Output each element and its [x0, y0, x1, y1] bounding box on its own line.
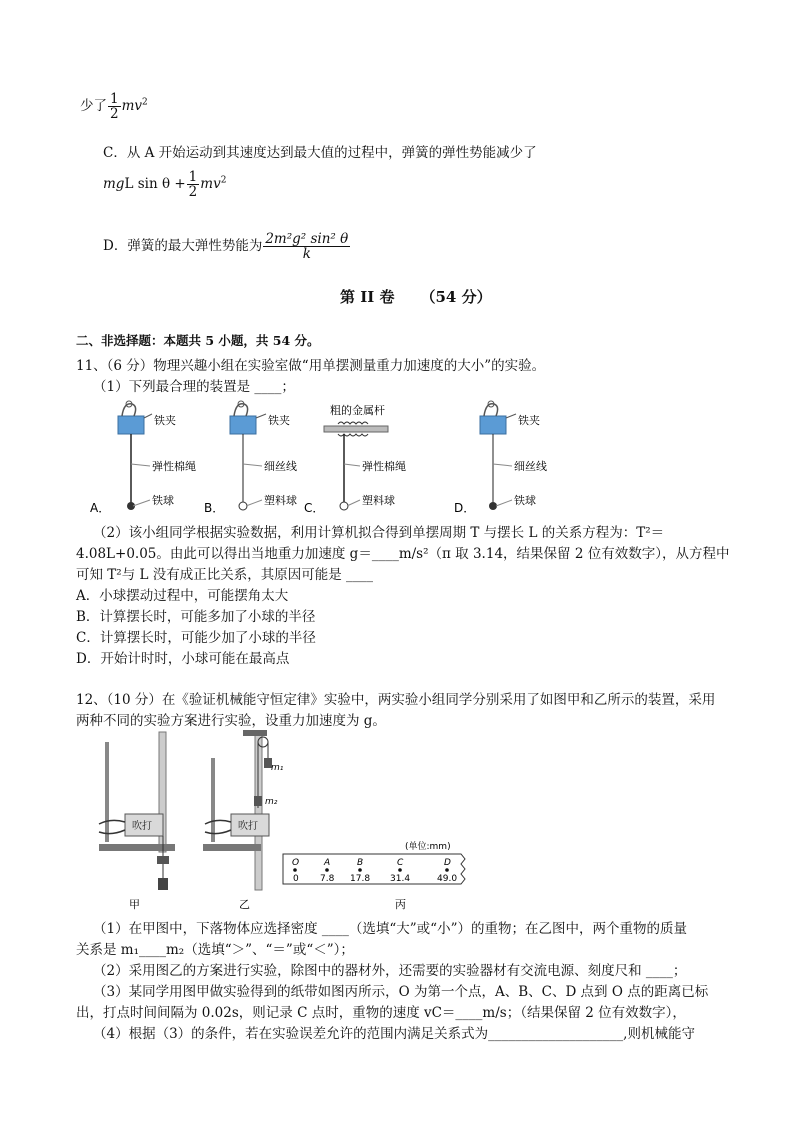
apparatus-b-top-label: 铁夹 [268, 414, 290, 427]
q10-b-tail: mv [121, 98, 143, 115]
tape-value-b: 17.8 [350, 874, 371, 884]
q11-option-c: C．计算摆长时，可能少加了小球的半径 [76, 630, 316, 646]
apparatus-b-letter: B． [204, 501, 225, 515]
tape-value-d: 49.0 [437, 874, 458, 884]
apparatus-d-top-label: 铁夹 [518, 414, 540, 427]
tape-label-c: C [397, 858, 404, 868]
apparatus-a-letter: A． [90, 501, 111, 515]
q11-part2-line1: （2）该小组同学根据实验数据，利用计算机拟合得到单摆周期 T 与摆长 L 的关系方程为：T²＝ [93, 525, 665, 541]
apparatus-d-ball-label: 铁球 [514, 494, 536, 507]
q10-c-fraction: $\frac{1}{2}$ [188, 169, 198, 201]
q10-b-prefix: 少了 [80, 98, 107, 115]
q11-part2-line3: 可知 T²与 L 没有成正比关系，其原因可能是 ____ [76, 567, 374, 583]
apparatus-c-ball-label: 塑料球 [362, 494, 395, 507]
figure-bing [283, 840, 465, 884]
tape-point-a [325, 868, 329, 872]
q12-part4: （4）根据（3）的条件，若在实验误差允许的范围内满足关系式为____________________,则机械能守 [93, 1026, 695, 1042]
tape-point-b [358, 868, 362, 872]
q12-part1-line2: 关系是 m₁____m₂（选填“＞”、“＝”或“＜”）； [76, 942, 354, 958]
q10-d-fraction: $\frac{\text{2m²g² sin² θ}}{k}$ [265, 231, 349, 263]
q12-stem-line2: 两种不同的实验方案进行实验，设重力加速度为 g。 [76, 713, 386, 729]
q10-option-b-continuation: 少了 $\frac{1}{2}$ $mv^2$ [80, 91, 148, 123]
apparatus-a [118, 401, 152, 510]
q10-option-c: C．从 A 开始运动到其速度达到最大值的过程中，弹簧的弹性势能减少了 [103, 145, 537, 161]
tape-point-o [293, 868, 297, 872]
tape-label-a: A [324, 858, 331, 868]
apparatus-d-letter: D． [454, 501, 476, 515]
tape-unit: (单位:mm) [405, 842, 451, 852]
section-heading: 二、非选择题：本题共 5 小题，共 54 分。 [76, 333, 320, 348]
q12-part3-line2: 出，打点时间间隔为 0.02s，则记录 C 点时，重物的速度 vC＝____m/s；（结果保留 2 位有效数字）， [76, 1005, 686, 1021]
apparatus-d-string-label: 细丝线 [514, 460, 547, 473]
apparatus-b [230, 401, 266, 510]
q12-part1-line1: （1）在甲图中，下落物体应选择密度 ____（选填“大”或“小”）的重物；在乙图中，两个重物的质量 [93, 921, 687, 937]
apparatus-d [480, 401, 516, 510]
q11-apparatus-figure [88, 396, 558, 518]
apparatus-c-string-label: 弹性棉绳 [362, 460, 406, 473]
tape-label-b: B [357, 858, 364, 868]
tape-label-o: O [292, 858, 300, 868]
figure-label-jia: 甲 [129, 898, 140, 911]
tape-label-d: D [444, 858, 451, 868]
tape-value-o: 0 [293, 874, 299, 884]
apparatus-a-top-label: 铁夹 [154, 414, 176, 427]
figure-label-yi: 乙 [239, 898, 250, 911]
timer-jia-label: 吹打 [132, 821, 152, 832]
q11-part2-line2: 4.08L+0.05。由此可以得出当地重力加速度 g＝____m/s²（π 取 3.14，结果保留 2 位有效数字），从方程中 [76, 546, 730, 562]
apparatus-a-ball-label: 铁球 [152, 494, 174, 507]
apparatus-c-top-label: 粗的金属杆 [330, 404, 385, 417]
section-title: 第 II 卷 （54 分） [340, 288, 492, 306]
apparatus-a-string-label: 弹性棉绳 [152, 460, 196, 473]
q12-stem-line1: 12、（10 分）在《验证机械能守恒定律》实验中，两实验小组同学分别采用了如图甲和乙所示的装置，采用 [76, 692, 716, 708]
q12-part3-line1: （3）某同学用图甲做实验得到的纸带如图丙所示，O 为第一个点，A、B、C、D 点到 O 点的距离已标 [93, 984, 709, 1000]
q11-stem: 11、（6 分）物理兴趣小组在实验室做“用单摆测量重力加速度的大小”的实验。 [76, 358, 546, 374]
q11-option-b: B．计算摆长时，可能多加了小球的半径 [76, 609, 316, 625]
apparatus-c-letter: C． [304, 501, 325, 515]
tape-value-a: 7.8 [320, 874, 335, 884]
apparatus-b-ball-label: 塑料球 [264, 494, 297, 507]
tape-value-c: 31.4 [390, 874, 411, 884]
tape-point-c [398, 868, 402, 872]
timer-yi-label: 吹打 [238, 821, 258, 832]
q12-apparatus-figure [95, 728, 475, 914]
figure-label-bing: 丙 [395, 898, 406, 911]
q10-option-d: D．弹簧的最大弹性势能为 $\frac{\text{2m²g² sin² θ}}{k}$ [103, 231, 349, 263]
mass-m2-label: m₂ [265, 797, 278, 807]
q10-option-c-expression: mgL sin θ + $\frac{1}{2}$ $mv^2$ [103, 169, 227, 201]
q11-option-d: D．开始计时时，小球可能在最高点 [76, 651, 290, 667]
apparatus-b-string-label: 细丝线 [264, 460, 297, 473]
figure-yi [203, 730, 272, 890]
q11-part1: （1）下列最合理的装置是 ____； [93, 379, 295, 395]
q11-option-a: A．小球摆动过程中，可能摆角太大 [76, 588, 289, 604]
figure-jia [99, 732, 175, 890]
mass-m1-label: m₁ [271, 763, 284, 773]
tape-point-d [445, 868, 449, 872]
q10-b-fraction: $\frac{1}{2}$ [110, 91, 119, 123]
q12-part2: （2）采用图乙的方案进行实验，除图中的器材外，还需要的实验器材有交流电源、刻度尺和 ____； [93, 963, 687, 979]
